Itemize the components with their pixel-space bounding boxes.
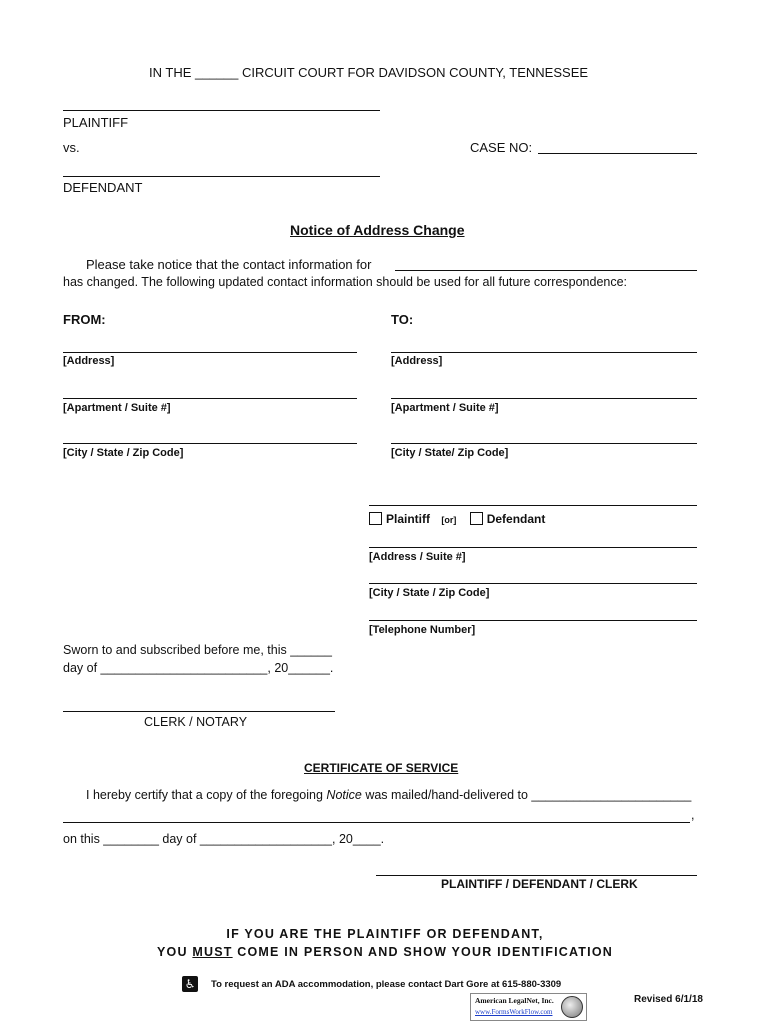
to-label: TO:: [391, 312, 414, 327]
from-city-line[interactable]: [63, 443, 357, 444]
signer-telephone-line[interactable]: [369, 620, 697, 621]
recipient-line[interactable]: [63, 822, 690, 823]
signer-city-line[interactable]: [369, 583, 697, 584]
signer-city-label: [City / State / Zip Code]: [369, 587, 490, 599]
to-apartment-label: [Apartment / Suite #]: [391, 402, 499, 414]
from-apartment-line[interactable]: [63, 398, 357, 399]
certificate-signature-line[interactable]: [376, 875, 697, 876]
stamp-name: American LegalNet, Inc.: [475, 996, 554, 1005]
to-apartment-line[interactable]: [391, 398, 697, 399]
to-address-line[interactable]: [391, 352, 697, 353]
court-blank[interactable]: ______: [195, 65, 239, 80]
vs-label: vs.: [63, 140, 80, 155]
defendant-checkbox[interactable]: [470, 512, 483, 525]
recipient-comma: ,: [691, 808, 695, 822]
certificate-line-1: [86, 788, 691, 802]
to-city-line[interactable]: [391, 443, 697, 444]
certificate-text-post: was mailed/hand-delivered to _______________________: [361, 788, 692, 802]
from-address-label: [Address]: [63, 355, 115, 367]
signer-address-label: [Address / Suite #]: [369, 551, 466, 563]
globe-icon: [561, 996, 583, 1018]
plaintiff-checkbox-label: Plaintiff: [386, 512, 430, 526]
legalnet-stamp: [470, 993, 587, 1021]
from-apartment-label: [Apartment / Suite #]: [63, 402, 171, 414]
revised-date: Revised 6/1/18: [634, 994, 703, 1005]
defendant-name-line[interactable]: [63, 176, 380, 177]
ada-text: To request an ADA accommodation, please contact Dart Gore at 615-880-3309: [211, 979, 562, 990]
clerk-notary-label: CLERK / NOTARY: [144, 715, 248, 729]
certificate-on-this: on this ________ day of ___________________, 20____.: [63, 832, 385, 846]
plaintiff-checkbox[interactable]: [369, 512, 382, 525]
to-city-label: [City / State/ Zip Code]: [391, 447, 509, 459]
warning-line-2: [0, 945, 770, 959]
plaintiff-name-line[interactable]: [63, 110, 380, 111]
certificate-notice-italic: Notice: [326, 788, 362, 802]
wheelchair-icon: ♿: [182, 976, 198, 992]
party-select: [369, 512, 545, 526]
warning-post: COME IN PERSON AND SHOW YOUR IDENTIFICATION: [232, 945, 613, 959]
plaintiff-label: PLAINTIFF: [63, 115, 129, 130]
from-city-label: [City / State / Zip Code]: [63, 447, 184, 459]
clerk-signature-line[interactable]: [63, 711, 335, 712]
page-title: Notice of Address Change: [290, 222, 465, 238]
court-prefix: IN THE: [149, 65, 192, 80]
to-address-label: [Address]: [391, 355, 443, 367]
party-name-line[interactable]: [395, 270, 697, 271]
warning-line-1: IF YOU ARE THE PLAINTIFF OR DEFENDANT,: [226, 927, 544, 941]
case-no-label: CASE NO:: [470, 140, 533, 155]
warning-pre: YOU: [157, 945, 193, 959]
stamp-url[interactable]: www.FormsWorkFlow.com: [475, 1008, 553, 1016]
defendant-label: DEFENDANT: [63, 180, 143, 195]
warning-must: MUST: [192, 945, 233, 959]
or-label: [or]: [441, 515, 457, 525]
certificate-signature-label: PLAINTIFF / DEFENDANT / CLERK: [441, 877, 638, 891]
sworn-line-1: Sworn to and subscribed before me, this ______: [63, 643, 332, 657]
intro-line-1: Please take notice that the contact information for: [86, 257, 372, 272]
intro-line-2: has changed. The following updated contact information should be used for all future correspondence:: [63, 275, 628, 289]
signer-address-line[interactable]: [369, 547, 697, 548]
court-header: [149, 65, 588, 80]
certificate-title: CERTIFICATE OF SERVICE: [304, 761, 459, 775]
certificate-text-pre: I hereby certify that a copy of the foregoing: [86, 788, 327, 802]
sworn-line-2: day of ________________________, 20______.: [63, 661, 334, 675]
case-no-line[interactable]: [538, 153, 697, 154]
from-label: FROM:: [63, 312, 106, 327]
signer-telephone-label: [Telephone Number]: [369, 624, 476, 636]
signature-line[interactable]: [369, 505, 697, 506]
court-suffix: CIRCUIT COURT FOR DAVIDSON COUNTY, TENNESSEE: [242, 65, 589, 80]
defendant-checkbox-label: Defendant: [486, 512, 546, 526]
from-address-line[interactable]: [63, 352, 357, 353]
